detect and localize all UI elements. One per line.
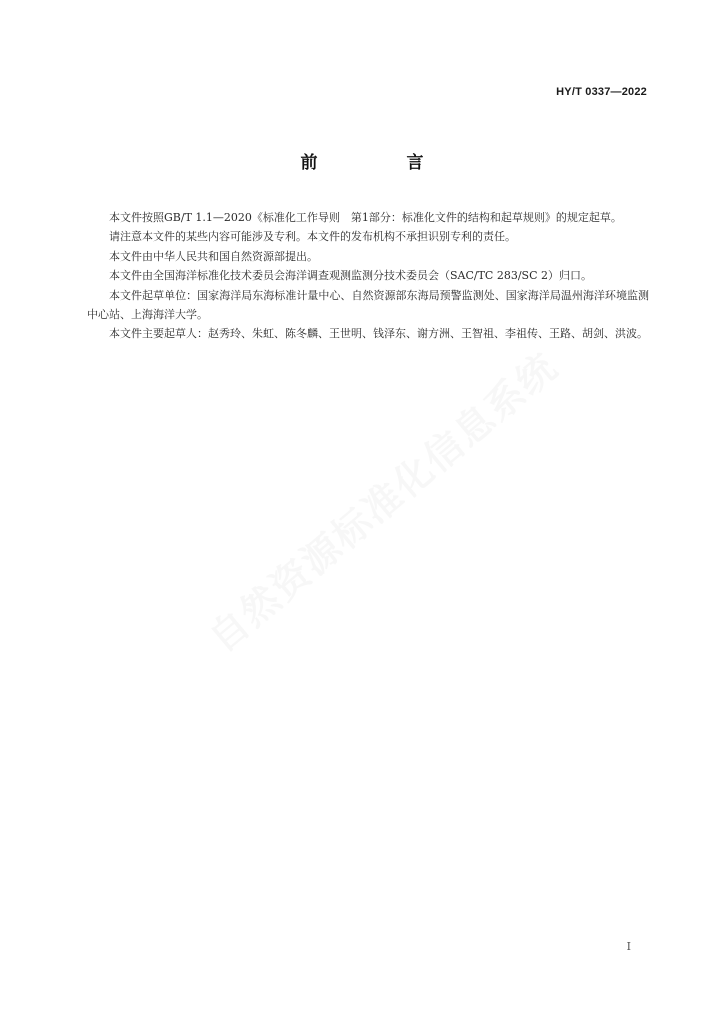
- foreword-paragraph-drafting-rules: 本文件按照GB/T 1.1—2020《标准化工作导则 第1部分：标准化文件的结构和起草规则》的规定起草。: [109, 211, 622, 224]
- foreword-paragraph-drafters: 本文件主要起草人：赵秀玲、朱虹、陈冬麟、王世明、钱泽东、谢方洲、王智祖、李祖传、王路、胡剑、洪波。: [109, 327, 648, 341]
- standard-code: HY/T 0337—2022: [556, 86, 647, 98]
- foreword-paragraph-technical-committee: 本文件由全国海洋标准化技术委员会海洋调查观测监测分技术委员会（SAC/TC 283/SC 2）归口。: [109, 269, 592, 283]
- page-title: 前 言: [300, 153, 460, 173]
- foreword-paragraph-proposer: 本文件由中华人民共和国自然资源部提出。: [109, 249, 318, 263]
- foreword-body: [87, 208, 649, 344]
- page-number: I: [626, 940, 631, 953]
- foreword-paragraph-patent-notice: 请注意本文件的某些内容可能涉及专利。本文件的发布机构不承担识别专利的责任。: [109, 230, 516, 244]
- foreword-paragraph-drafting-units: 本文件起草单位：国家海洋局东海标准计量中心、自然资源部东海局预警监测处、国家海洋局温州海洋环境监测中心站、上海海洋大学。: [87, 288, 649, 322]
- watermark: 自然资源标准化信息系统: [200, 344, 567, 661]
